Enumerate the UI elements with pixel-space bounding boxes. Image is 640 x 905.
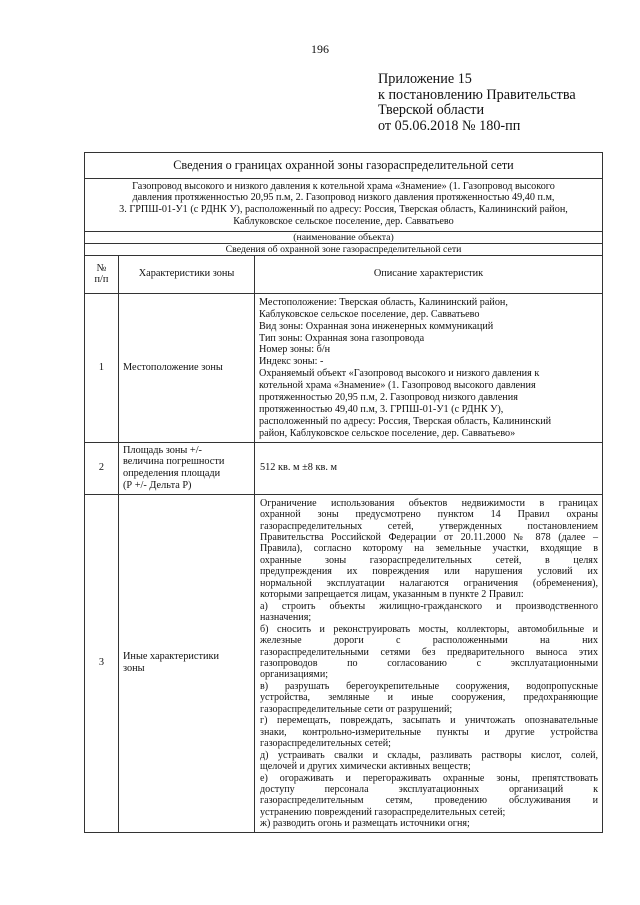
appendix-line: Приложение 15 [378, 71, 472, 87]
description-line: Ограничение использования объектов недвижимости в границах [260, 497, 598, 509]
appendix-header [378, 72, 576, 134]
description-line: газораспределительных сетей, утвержденных постановлением [260, 520, 598, 532]
description-line: газораспределительные сети от разрушений; [260, 703, 453, 715]
row-description [255, 293, 603, 442]
object-line: Каблуковское сельское поселение, дер. Савватьево [233, 215, 454, 227]
description-line: Каблуковское сельское поселение, дер. Савватьево [259, 308, 480, 320]
row-value: 512 кв. м ±8 кв. м [255, 442, 603, 494]
row-number: 3 [85, 494, 119, 832]
description-line: знаки, контрольно-измерительные пункты и другие устройства [260, 726, 598, 738]
object-line: Газопровод высокого и низкого давления к котельной храма «Знамение» (1. Газопровод высокого [132, 180, 555, 192]
object-name [85, 178, 603, 231]
description-line: район, Каблуковское сельское поселение, дер. Савватьево» [259, 427, 516, 439]
description-line: Тип зоны: Охранная зона газопровода [259, 332, 425, 344]
description-line: нормальной эксплуатации налагаются ограничения (обременения), [260, 577, 598, 589]
column-header-number-label: № п/п [94, 262, 109, 286]
column-header-number [85, 255, 119, 293]
object-line: давления протяженностью 20,95 п.м, 2. Газопровод низкого давления протяженностью 49,40 п.м, [132, 192, 555, 204]
description-line: д) устраивать свалки и склады, разливать растворы кислот, солей, [260, 749, 598, 761]
appendix-line: от 05.06.2018 № 180-пп [378, 117, 521, 134]
label-line: зоны [123, 663, 145, 675]
description-line: предупреждения их повреждения или нарушения условий их [260, 566, 598, 578]
label-line: величина погрешности [123, 456, 225, 468]
description-line: в) разрушать берегоукрепительные сооружения, водопропускные [260, 680, 598, 692]
label-line: Иные характеристики [123, 651, 220, 663]
description-line: а) строить объекты жилищно-гражданского и производственного [260, 600, 598, 612]
description-line: устройства, земляные и иные сооружения, предохраняющие [260, 692, 598, 704]
row-label [119, 494, 255, 832]
object-caption: (наименование объекта) [85, 231, 603, 243]
description-line: Номер зоны: б/н [259, 344, 331, 356]
description-line: щелочей и других химически активных веществ; [260, 761, 471, 773]
description-line: газораспределительным сетям, проведению обслуживания и [260, 795, 598, 807]
appendix-line: к постановлению Правительства [378, 86, 576, 103]
description-line: протяженностью 49,40 п.м, 3. ГРПШ-01-У1 (с РДНК У), [259, 403, 504, 415]
table-row [85, 442, 603, 494]
description-line: охранной зоны предусмотрено пунктом 14 Правил охраны [260, 509, 598, 521]
description-line: Правила), согласно которому на земельные участки, входящие в [260, 543, 598, 555]
object-line: 3. ГРПШ-01-У1 (с РДНК У), расположенный по адресу: Россия, Тверская область, Калининский район, [119, 204, 568, 216]
description-line: Охраняемый объект «Газопровод высокого и низкого давления к [259, 368, 540, 380]
description-line: е) огораживать и перегораживать охранные зоны, препятствовать [260, 772, 598, 784]
row-label [119, 442, 255, 494]
description-line: организациями; [260, 669, 329, 681]
label-line: (Р +/- Дельта Р) [123, 479, 192, 491]
label-line: определения площади [123, 468, 221, 480]
description-line: которыми запрещается лицам, указанным в пункте 2 Правил: [260, 589, 524, 601]
section-caption: Сведения об охранной зоне газораспределительной сети [85, 243, 603, 255]
table-row [85, 293, 603, 442]
column-header-description: Описание характеристик [255, 255, 603, 293]
description-line: расположенный по адресу: Россия, Тверская область, Калининский [259, 415, 552, 427]
description-line: Индекс зоны: - [259, 356, 324, 368]
label-line: Площадь зоны +/- [123, 444, 202, 456]
column-header-characteristic: Характеристики зоны [119, 255, 255, 293]
description-line: охранные зоны газораспределительных сетей, в целях [260, 554, 598, 566]
description-line: б) сносить и реконструировать мосты, коллекторы, автомобильные и [260, 623, 598, 635]
row-description [255, 494, 603, 832]
description-line: газораспределительных сетей; [260, 738, 391, 750]
row-number: 1 [85, 293, 119, 442]
description-line: газопроводов по согласованию с эксплуатационными [260, 658, 598, 669]
table-title: Сведения о границах охранной зоны газораспределительной сети [85, 153, 603, 179]
appendix-line: Тверской области [378, 102, 485, 119]
page-number: 196 [311, 42, 329, 56]
description-line: железные дороги с расположенными на них [260, 635, 598, 647]
row-label: Местоположение зоны [119, 293, 255, 442]
table-row [85, 494, 603, 832]
description-line: газораспределительными сетями без предварительного выноса этих [260, 646, 598, 658]
row-number: 2 [85, 442, 119, 494]
description-line: назначения; [260, 612, 312, 624]
description-line: котельной храма «Знамение» (1. Газопровод высокого давления [259, 380, 536, 392]
description-line: доступу персонала эксплуатационных организаций к [260, 783, 598, 795]
description-line: г) перемещать, повреждать, засыпать и уничтожать опознавательные [260, 715, 598, 727]
description-line: Местоположение: Тверская область, Калининский район, [259, 296, 508, 308]
description-line: ж) разводить огонь и размещать источники огня; [260, 818, 470, 830]
description-line: устранению повреждений газораспределительных сетей; [260, 806, 506, 818]
zone-table [84, 152, 603, 833]
description-line: Вид зоны: Охранная зона инженерных коммуникаций [259, 320, 494, 332]
description-line: протяженностью 20,95 п.м, 2. Газопровод низкого давления [259, 392, 518, 404]
description-line: Правительства Российской Федерации от 20.11.2000 № 878 (далее – [260, 532, 598, 544]
